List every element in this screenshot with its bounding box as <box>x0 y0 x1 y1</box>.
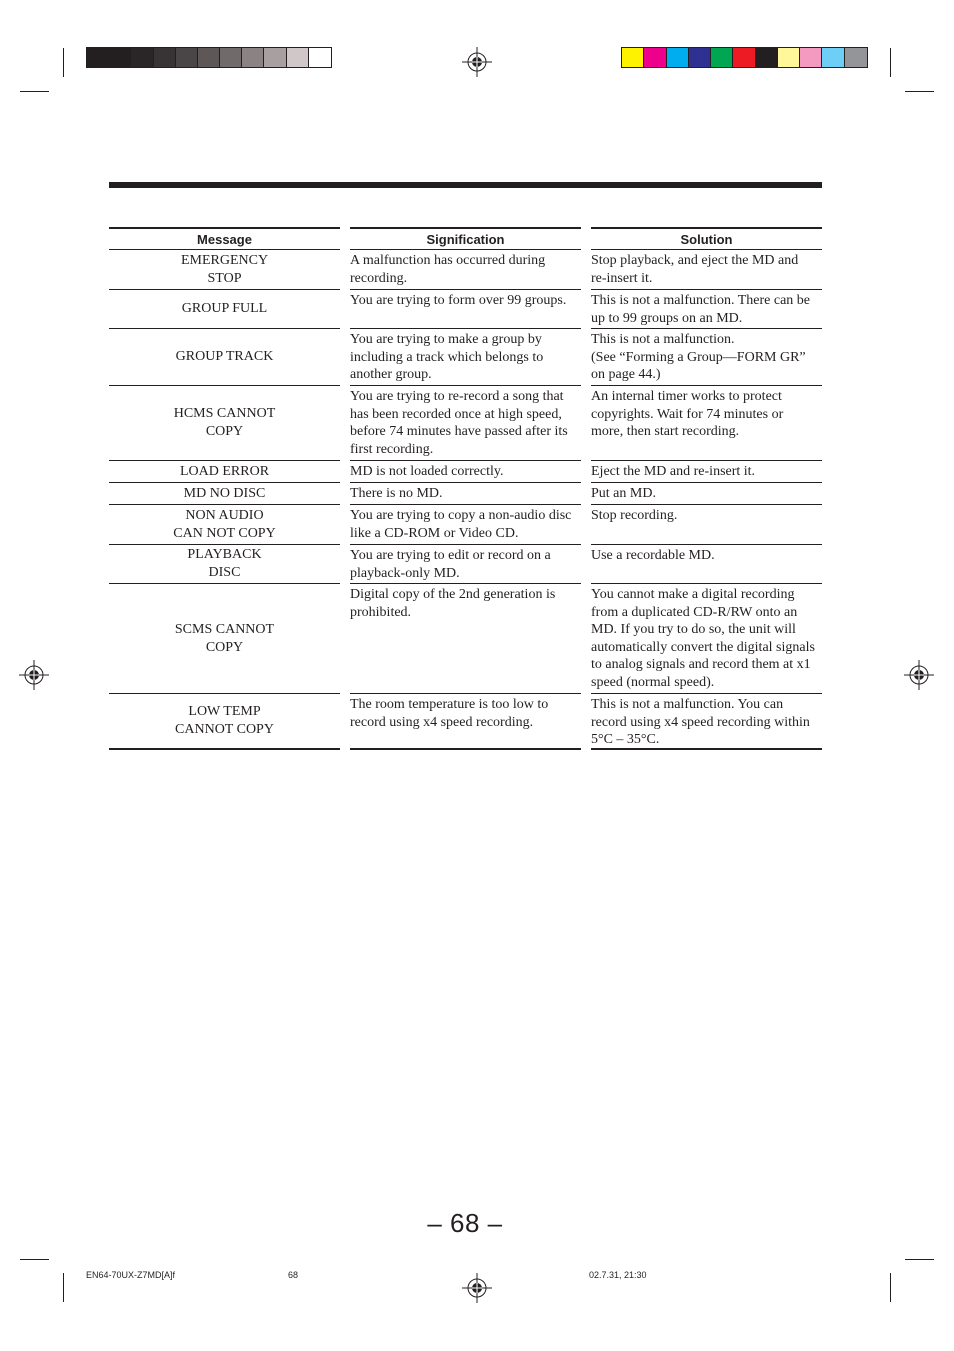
message-cell: HCMS CANNOT COPY <box>109 386 340 461</box>
signification-cell: Digital copy of the 2nd generation is prohibited. <box>350 584 581 694</box>
crop-mark <box>890 1273 891 1302</box>
signification-cell: You are trying to form over 99 groups. <box>350 290 581 329</box>
color-swatch <box>733 48 755 67</box>
footer-page: 68 <box>288 1270 299 1280</box>
header-rule <box>109 182 822 188</box>
registration-mark-icon <box>462 47 492 77</box>
message-cell: LOW TEMP CANNOT COPY <box>109 694 340 750</box>
color-swatch <box>800 48 822 67</box>
signification-cell: There is no MD. <box>350 483 581 505</box>
solution-column <box>591 227 822 750</box>
signification-cell: The room temperature is too low to record using x4 speed recording. <box>350 694 581 750</box>
signification-cell: You are trying to re-record a song that has been recorded once at high speed, before 74 minutes have passed after its first recording. <box>350 386 581 461</box>
color-swatch <box>667 48 689 67</box>
color-swatch <box>845 48 867 67</box>
color-swatch <box>778 48 800 67</box>
grayscale-color-bar <box>86 47 332 68</box>
color-swatch <box>242 48 264 67</box>
crop-mark <box>905 1259 934 1260</box>
footer-file: EN64-70UX-Z7MD[A]f <box>86 1270 176 1280</box>
signification-cell: MD is not loaded correctly. <box>350 461 581 483</box>
page-number: – 68 – <box>427 1208 503 1238</box>
color-swatch <box>131 48 153 67</box>
color-swatch <box>822 48 844 67</box>
message-cell: SCMS CANNOT COPY <box>109 584 340 694</box>
crop-mark <box>63 48 64 77</box>
solution-cell: You cannot make a digital recording from a duplicated CD-R/RW onto an MD. If you try to do so, the unit will automatically convert the digital signals to analog signals and record them at x1 speed (normal speed). <box>591 584 822 694</box>
color-swatch <box>622 48 644 67</box>
crop-mark <box>905 91 934 92</box>
color-swatch <box>154 48 176 67</box>
crop-mark <box>20 1259 49 1260</box>
crop-mark <box>20 91 49 92</box>
color-swatch <box>644 48 666 67</box>
color-swatch <box>309 48 331 67</box>
solution-cell: Stop playback, and eject the MD and re-insert it. <box>591 250 822 290</box>
signification-cell: You are trying to edit or record on a playback-only MD. <box>350 545 581 584</box>
message-cell: NON AUDIO CAN NOT COPY <box>109 505 340 545</box>
color-swatch <box>264 48 286 67</box>
color-swatch <box>198 48 220 67</box>
color-swatch <box>689 48 711 67</box>
color-swatch <box>87 48 109 67</box>
solution-header: Solution <box>591 227 822 250</box>
message-column <box>109 227 340 750</box>
message-cell: GROUP FULL <box>109 290 340 329</box>
solution-cell: Stop recording. <box>591 505 822 545</box>
registration-mark-icon <box>462 1273 492 1303</box>
color-swatch <box>176 48 198 67</box>
solution-cell: An internal timer works to protect copyrights. Wait for 74 minutes or more, then start recording. <box>591 386 822 461</box>
registration-mark-icon <box>904 660 934 690</box>
registration-mark-icon <box>19 660 49 690</box>
message-cell: PLAYBACK DISC <box>109 545 340 584</box>
crop-mark <box>890 48 891 77</box>
color-swatch <box>109 48 131 67</box>
message-header: Message <box>109 227 340 250</box>
cmyk-color-bar <box>621 47 868 68</box>
solution-cell: Put an MD. <box>591 483 822 505</box>
message-cell: LOAD ERROR <box>109 461 340 483</box>
message-cell: GROUP TRACK <box>109 329 340 386</box>
signification-cell: You are trying to make a group by including a track which belongs to another group. <box>350 329 581 386</box>
message-cell: EMERGENCY STOP <box>109 250 340 290</box>
crop-mark <box>63 1273 64 1302</box>
footer-timestamp: 02.7.31, 21:30 <box>589 1270 647 1280</box>
signification-cell: You are trying to copy a non-audio disc like a CD-ROM or Video CD. <box>350 505 581 545</box>
signification-column <box>350 227 581 750</box>
color-swatch <box>711 48 733 67</box>
signification-cell: A malfunction has occurred during recording. <box>350 250 581 290</box>
message-cell: MD NO DISC <box>109 483 340 505</box>
solution-cell: This is not a malfunction. There can be up to 99 groups on an MD. <box>591 290 822 329</box>
solution-cell: This is not a malfunction. You can record using x4 speed recording within 5°C – 35°C. <box>591 694 822 750</box>
solution-cell: Eject the MD and re-insert it. <box>591 461 822 483</box>
color-swatch <box>287 48 309 67</box>
solution-cell: Use a recordable MD. <box>591 545 822 584</box>
signification-header: Signification <box>350 227 581 250</box>
solution-cell: This is not a malfunction. (See “Forming a Group—FORM GR” on page 44.) <box>591 329 822 386</box>
color-swatch <box>756 48 778 67</box>
color-swatch <box>220 48 242 67</box>
